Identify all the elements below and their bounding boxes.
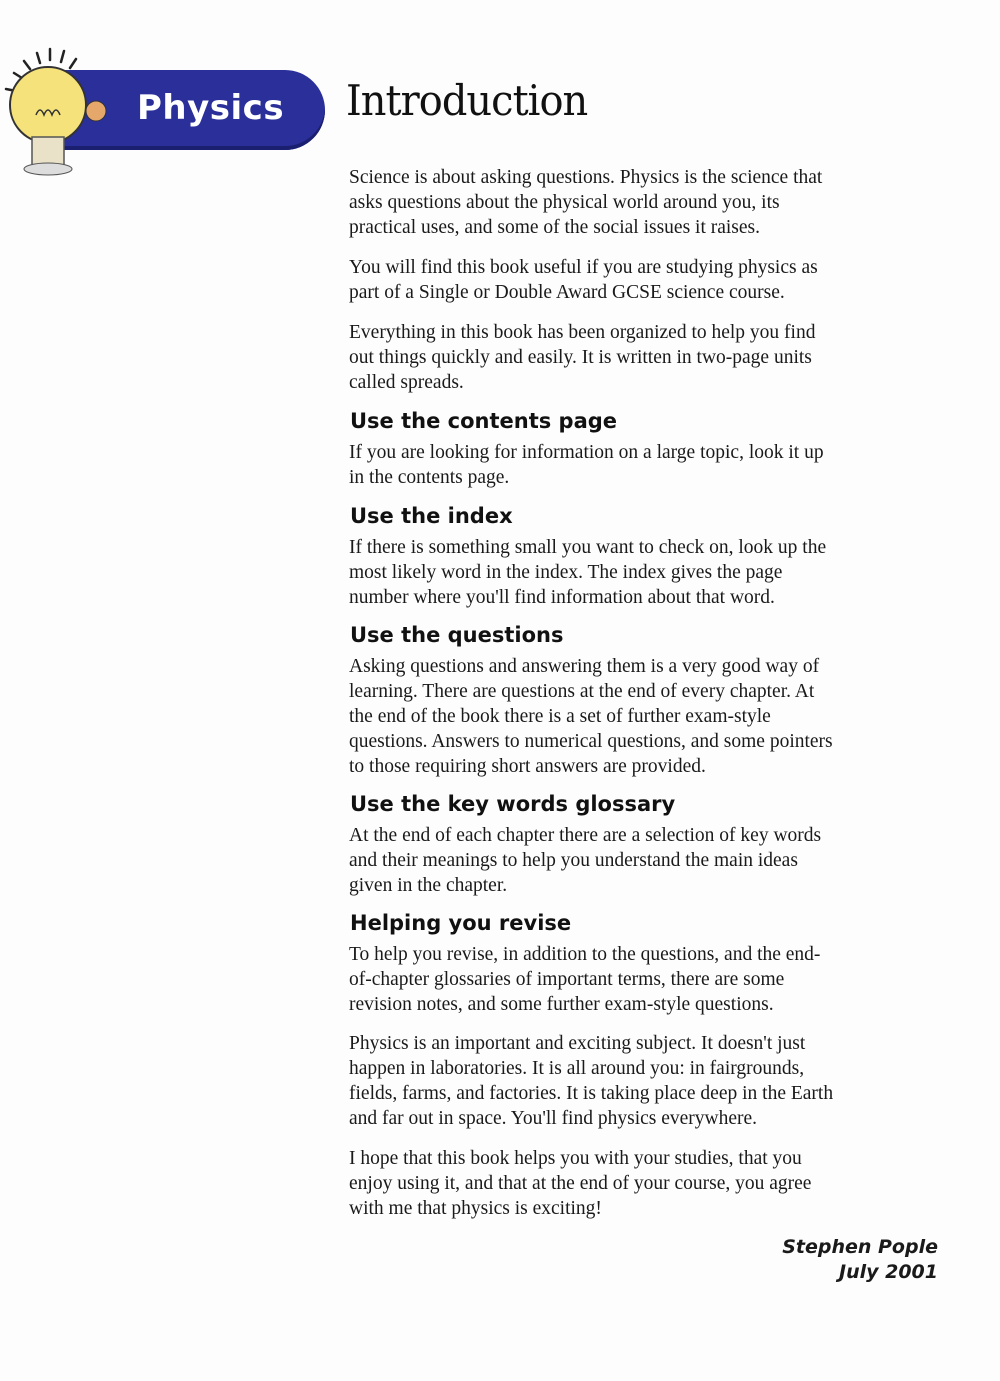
text-line: asks questions about the physical world around you, its	[349, 192, 780, 213]
text-line: learning. There are questions at the end of every chapter. At	[349, 681, 815, 702]
intro-paragraph	[349, 255, 949, 305]
text-line: revision notes, and some further exam-style questions.	[349, 994, 774, 1015]
section-paragraph	[349, 654, 949, 779]
text-line: If there is something small you want to check on, look up the	[349, 537, 827, 558]
closing-paragraph	[349, 1031, 949, 1131]
text-line: You will find this book useful if you are studying physics as	[349, 257, 818, 278]
text-line: fields, farms, and factories. It is taking place deep in the Earth	[349, 1083, 834, 1104]
text-line: with me that physics is exciting!	[349, 1198, 602, 1219]
closing-paragraph	[349, 1146, 949, 1221]
page-title: Introduction	[346, 76, 588, 125]
text-line: To help you revise, in addition to the questions, and the end-	[349, 944, 821, 965]
author-name: Stephen Pople	[782, 1236, 938, 1258]
section-heading: Helping you revise	[350, 911, 572, 935]
text-line: most likely word in the index. The index gives the page	[349, 562, 783, 583]
section-paragraph	[349, 823, 949, 898]
text-line: and far out in space. You'll find physics everywhere.	[349, 1108, 758, 1129]
text-line: practical uses, and some of the social issues it raises.	[349, 217, 761, 238]
text-line: Everything in this book has been organized to help you find	[349, 322, 816, 343]
text-line: Science is about asking questions. Physics is the science that	[349, 167, 823, 188]
text-line: Physics is an important and exciting subject. It doesn't just	[349, 1033, 806, 1054]
signature	[782, 1235, 938, 1285]
date: July 2001	[839, 1261, 938, 1283]
text-line: happen in laboratories. It is all around you: in fairgrounds,	[349, 1058, 805, 1079]
text-line: I hope that this book helps you with your studies, that you	[349, 1148, 802, 1169]
subject-label: Physics	[137, 88, 285, 128]
text-line: If you are looking for information on a large topic, look it up	[349, 442, 824, 463]
text-line: called spreads.	[349, 372, 464, 393]
text-line: the end of the book there is a set of further exam-style	[349, 706, 771, 727]
section-paragraph	[349, 535, 949, 610]
text-line: in the contents page.	[349, 467, 510, 488]
text-line: to those requiring short answers are provided.	[349, 756, 706, 777]
intro-paragraph	[349, 320, 949, 395]
section-heading: Use the questions	[350, 623, 564, 647]
text-line: questions. Answers to numerical questions, and some pointers	[349, 731, 833, 752]
text-line: part of a Single or Double Award GCSE science course.	[349, 282, 785, 303]
section-heading: Use the key words glossary	[350, 792, 676, 816]
text-line: enjoy using it, and that at the end of your course, you agree	[349, 1173, 812, 1194]
section-heading: Use the contents page	[350, 409, 618, 433]
text-line: At the end of each chapter there are a selection of key words	[349, 825, 822, 846]
lightbulb-icon	[0, 45, 110, 185]
text-line: Asking questions and answering them is a very good way of	[349, 656, 820, 677]
section-paragraph	[349, 942, 949, 1017]
text-line: out things quickly and easily. It is written in two-page units	[349, 347, 812, 368]
text-line: of-chapter glossaries of important terms, there are some	[349, 969, 785, 990]
intro-paragraph	[349, 165, 949, 240]
text-line: number where you'll find information about that word.	[349, 587, 775, 608]
text-line: given in the chapter.	[349, 875, 508, 896]
text-line: and their meanings to help you understand the main ideas	[349, 850, 798, 871]
section-paragraph	[349, 440, 949, 490]
section-heading: Use the index	[350, 504, 513, 528]
